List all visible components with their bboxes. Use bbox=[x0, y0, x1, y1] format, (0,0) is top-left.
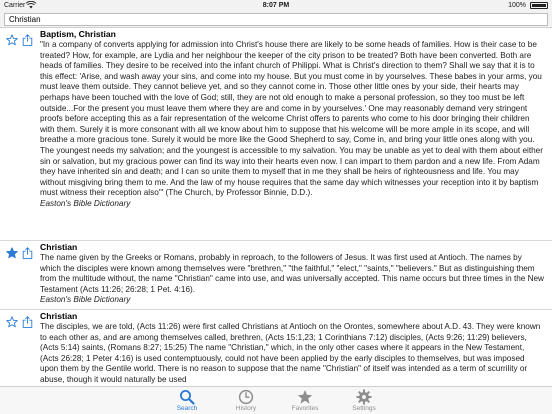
battery-icon bbox=[530, 2, 548, 9]
entry-title: Christian bbox=[40, 311, 78, 321]
share-icon[interactable] bbox=[22, 34, 33, 46]
result-entry[interactable] bbox=[0, 241, 552, 310]
entry-body: The disciples, we are told, (Acts 11:26) were first called Christians at Antioch on the Orontes, somewhere about A.D. 43. They were known to each other as, and are among themselves called, brethren, (Acts 15:1,23; 1 Corinthians 7:12) disciples, (Acts 9:26; 11:29) believers, (Acts 5:14) saints, (Romans 8:27; 15:25) The name "Christian," which, in the only other cases where it appears in the New Testament, (Acts 26:28; 1 Peter 4:16) is used contemptuously, could not have been applied by the early disciples to themselves, but was imposed upon them by the Gentile world. There is no reason to suppose that the name "Christian" of itself was intended as a term of scurrility or abuse, though it would naturally be used bbox=[40, 322, 541, 384]
entry-body: The name given by the Greeks or Romans, probably in reproach, to the followers of Jesus. It was first used at Antioch. The names by which the disciples were known among themselves were "brethren," "the faithful," "elect," "saints," "believers." But as distinguishing them from the multitude without, the name "Christian" came into use, and was universally accepted. This name occurs but three times in the New Testament (Acts 11:26; 26:28; 1 Pet. 4:16). bbox=[40, 253, 544, 294]
tab-label: Search bbox=[176, 405, 198, 412]
tab-label: Favorites bbox=[291, 405, 319, 412]
share-icon[interactable] bbox=[22, 247, 33, 259]
result-entry[interactable] bbox=[0, 28, 552, 241]
search-input[interactable] bbox=[4, 13, 548, 26]
entry-title: Christian bbox=[40, 242, 78, 252]
battery-percent: 100% bbox=[508, 2, 526, 9]
star-outline-icon[interactable] bbox=[6, 316, 18, 328]
tab-favorites[interactable] bbox=[275, 387, 335, 414]
tab-label: Settings bbox=[352, 405, 376, 412]
clock-icon bbox=[238, 389, 254, 405]
clock-time: 8:07 PM bbox=[262, 2, 290, 9]
tab-bar bbox=[0, 386, 552, 414]
tab-search[interactable] bbox=[157, 387, 217, 414]
tab-settings[interactable] bbox=[334, 387, 394, 414]
results-list[interactable] bbox=[0, 28, 552, 386]
entry-title: Baptism, Christian bbox=[40, 29, 116, 39]
share-icon[interactable] bbox=[22, 316, 33, 328]
carrier-label: Carrier bbox=[4, 2, 26, 9]
star-filled-icon[interactable] bbox=[6, 247, 18, 259]
magnifier-icon bbox=[179, 389, 195, 405]
star-outline-icon[interactable] bbox=[6, 34, 18, 46]
tab-history[interactable] bbox=[216, 387, 276, 414]
star-icon bbox=[297, 389, 313, 405]
entry-source: Easton's Bible Dictionary bbox=[40, 295, 131, 305]
entry-body: "In a company of converts applying for admission into Christ's house there are likely to be some heads of families. How is their case to be treated? How, for example, are Lydia and her neighbour the keeper of the city prison to be treated? Both have been converted. Both are heads of families. They desire to be received into the infant church of Philippi. What is Christ's direction to them? Shall we say that it is to this effect: 'Arise, and wash away your sins, and come into my house. But you must come in by yourselves. These babes in your arms, you must leave them outside. They cannot believe yet, and so they cannot come in. Those other little ones by your side, their hearts may perhaps have been touched with the love of God; still, they are not old enough to make a personal profession, so they too must be left outside...For the present you must leave them where they are and come in by yourselves.' One may reasonably demand very stringent proofs before accepting this as a fair representation of the welcome Christ offers to parents who come to his door bringing their children with them. Surely it is more consonant with all we know about him to suppose that his welcome will be more ample in its scope, and will breathe a more gracious tone. Surely it would be more like the Good Shepherd to say, Come in, and bring your little ones along with you. The youngest needs my salvation; and the youngest is accessible to my salvation. You may be unable as yet to deal with them about either sin or salvation, but my gracious power can find its way into their hearts even now. I can impart to them pardon and a new life. From Adam they have inherited sin and death; and I can so unite them to myself that in me they shall be heirs of righteousness and life. You may without misgiving bring them to me. And the law of my house requires that the same day which witnesses your reception into it by baptism must witness their reception also'" (The Church, by Professor Binnie, D.D.). bbox=[40, 40, 543, 198]
gear-icon bbox=[356, 389, 372, 405]
tab-label: History bbox=[235, 405, 257, 412]
result-entry[interactable] bbox=[0, 310, 552, 386]
entry-source: Easton's Bible Dictionary bbox=[40, 198, 131, 208]
search-bar bbox=[0, 11, 552, 28]
status-bar bbox=[0, 0, 552, 11]
